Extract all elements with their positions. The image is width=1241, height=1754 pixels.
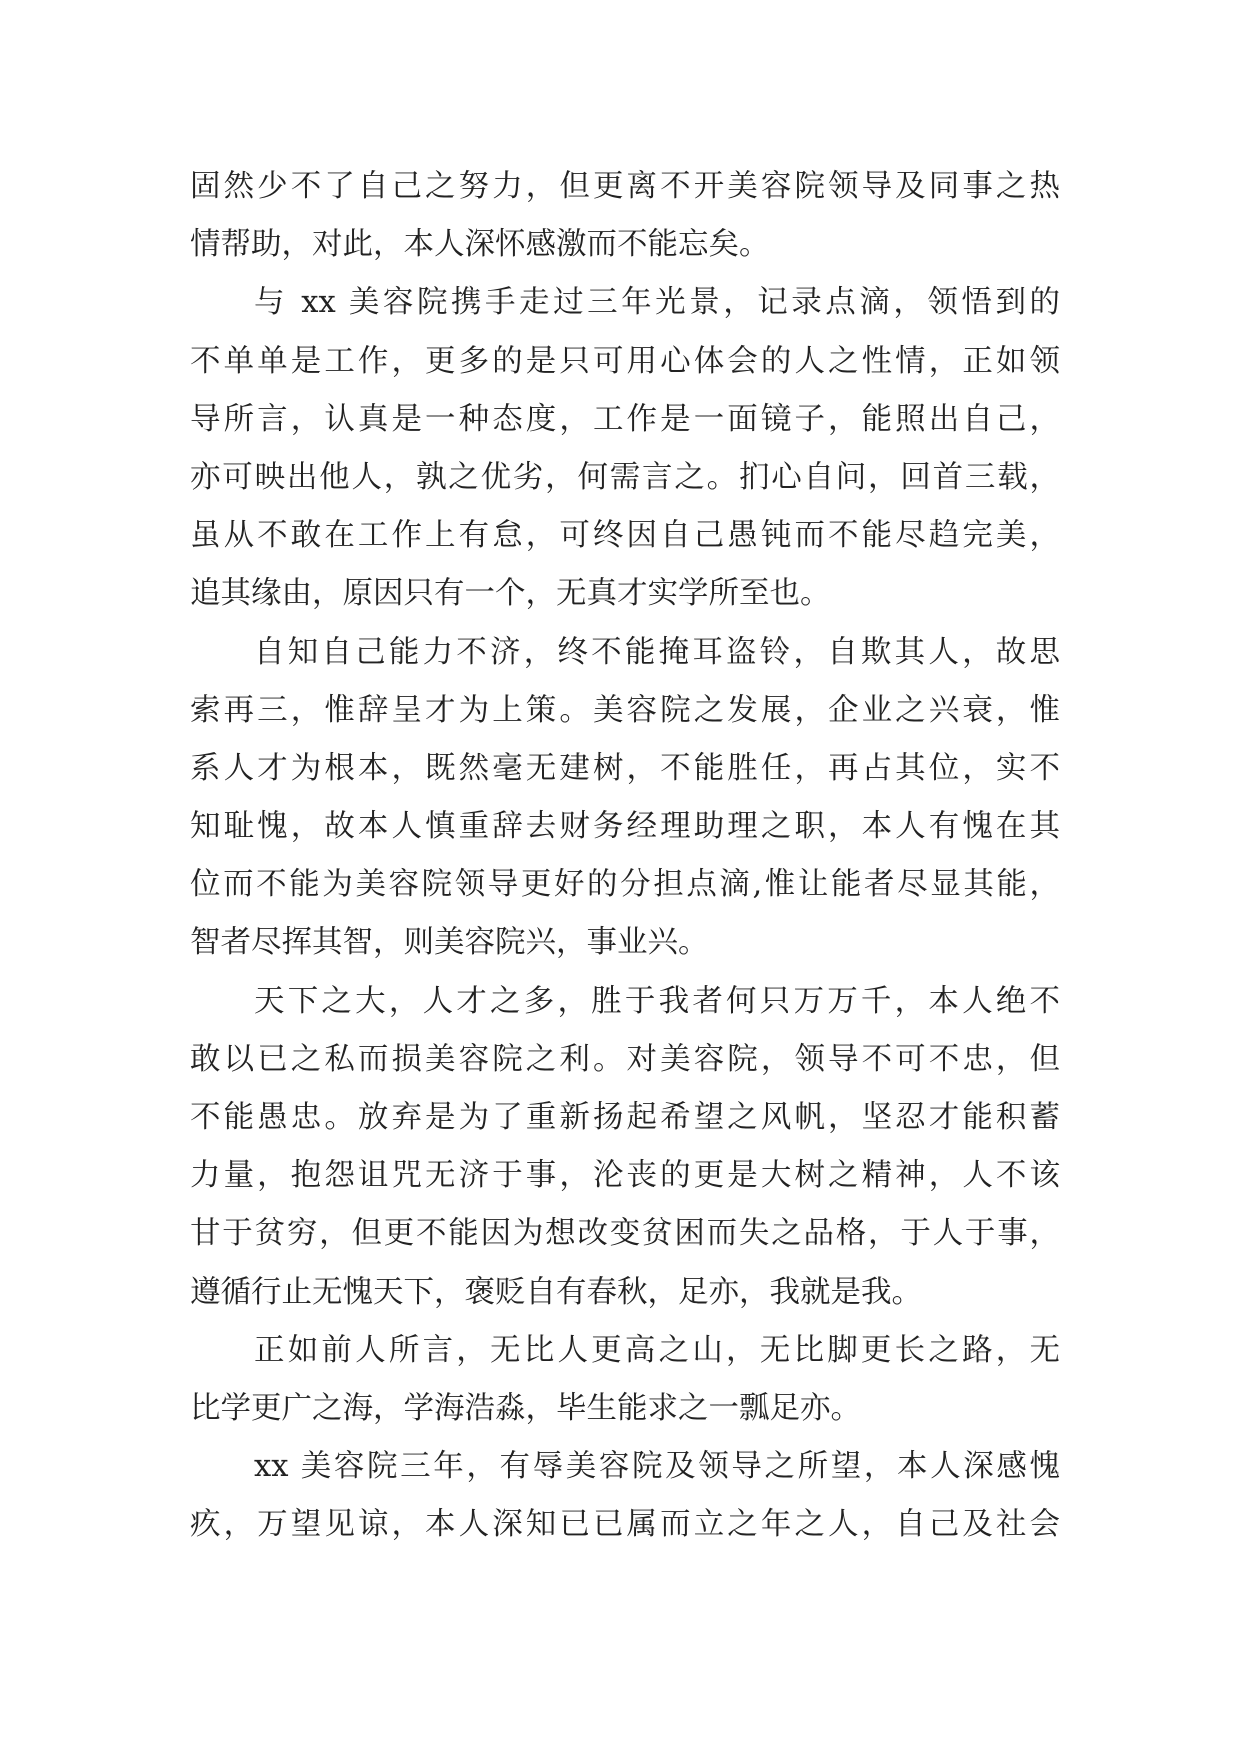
text-line: 导所言，认真是一种态度，工作是一面镜子，能照出自己，: [190, 401, 1060, 437]
text-line: 智者尽挥其智，则美容院兴，事业兴。: [190, 925, 709, 961]
text-line: 与 xx 美容院携手走过三年光景，记录点滴，领悟到的: [254, 285, 1060, 321]
text-line: 固然少不了自己之努力，但更离不开美容院领导及同事之热: [190, 169, 1060, 204]
text-line: 亦可映出他人，孰之优劣，何需言之。扪心自问，回首三载，: [190, 459, 1060, 495]
text-line: 知耻愧，故本人慎重辞去财务经理助理之职，本人有愧在其: [190, 809, 1060, 845]
text-line: 不能愚忠。放弃是为了重新扬起希望之风帆，坚忍才能积蓄: [190, 1100, 1060, 1135]
text-line: xx 美容院三年，有辱美容院及领导之所望，本人深感愧: [254, 1449, 1060, 1485]
text-line: 系人才为根本，既然毫无建树，不能胜任，再占其位，实不: [190, 750, 1060, 786]
text-line: 天下之大，人才之多，胜于我者何只万万千，本人绝不: [254, 983, 1060, 1019]
text-line: 索再三，惟辞呈才为上策。美容院之发展，企业之兴衰，惟: [190, 692, 1060, 728]
text-line: 敢以已之私而损美容院之利。对美容院，领导不可不忠，但: [190, 1041, 1060, 1077]
text-line: 情帮助，对此，本人深怀感激而不能忘矣。: [190, 227, 770, 263]
text-line: 追其缘由，原因只有一个，无真才实学所至也。: [190, 576, 831, 612]
text-line: 不单单是工作，更多的是只可用心体会的人之性情，正如领: [190, 343, 1060, 379]
document-body: [190, 158, 1060, 1555]
text-line: 甘于贫穷，但更不能因为想改变贫困而失之品格，于人于事，: [190, 1216, 1060, 1252]
text-line: 比学更广之海，学海浩淼，毕生能求之一瓢足亦。: [190, 1390, 861, 1426]
text-line: 正如前人所言，无比人更高之山，无比脚更长之路，无: [254, 1332, 1060, 1368]
text-line: 自知自己能力不济，终不能掩耳盗铃，自欺其人，故思: [254, 634, 1060, 670]
text-line: 虽从不敢在工作上有怠，可终因自己愚钝而不能尽趋完美，: [190, 518, 1060, 554]
text-line: 位而不能为美容院领导更好的分担点滴,惟让能者尽显其能，: [190, 867, 1060, 903]
text-line: 疚，万望见谅，本人深知已已属而立之年之人，自己及社会: [190, 1507, 1060, 1543]
text-line: 遵循行止无愧天下，褒贬自有春秋，足亦，我就是我。: [190, 1274, 922, 1310]
text-line: 力量，抱怨诅咒无济于事，沦丧的更是大树之精神，人不该: [190, 1158, 1060, 1194]
